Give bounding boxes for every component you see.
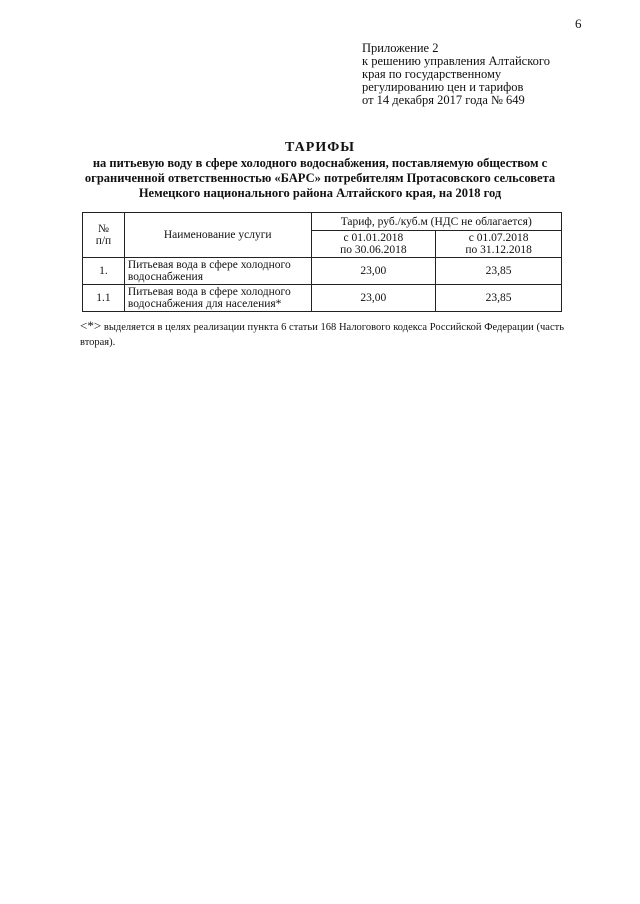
header-number-line: п/п [95,235,112,247]
row-service-name-line: водоснабжения для населения* [127,298,282,310]
table-header-row [83,213,562,231]
header-number-line: № [97,223,109,235]
header-period-2 [436,231,562,258]
row-number: 1. [83,258,125,285]
footnote-text: выделяется в целях реализации пункта 6 статьи 168 Налогового кодекса Российской Федерации (часть вторая). [80,322,564,348]
tariff-table [82,212,562,312]
title-block [0,140,640,201]
appendix-block [362,42,550,107]
row-value-period-1: 23,00 [311,285,436,312]
footnote [80,318,564,350]
footnote-mark: <*> [80,318,102,333]
document-subtitle-line: Немецкого национального района Алтайского края, на 2018 год [138,186,502,200]
page-number: 6 [575,16,582,31]
header-number [83,213,125,258]
table-row [83,285,562,312]
header-period-1 [311,231,436,258]
header-period-line: по 30.06.2018 [340,244,407,256]
appendix-line: Приложение 2 [362,41,439,55]
row-service-name-line: водоснабжения [127,271,203,283]
header-service-name: Наименование услуги [124,213,311,258]
header-period-line: по 31.12.2018 [465,244,532,256]
row-service-name-line: Питьевая вода в сфере холодного [127,259,291,271]
row-number: 1.1 [83,285,125,312]
row-service-name [124,258,311,285]
row-value-period-2: 23,85 [436,285,562,312]
row-service-name [124,285,311,312]
document-title: ТАРИФЫ [285,140,355,155]
appendix-line: края по государственному [362,67,502,81]
header-tariff: Тариф, руб./куб.м (НДС не облагается) [311,213,562,231]
header-period-line: с 01.07.2018 [468,232,529,244]
appendix-line: регулированию цен и тарифов [362,80,524,94]
document-subtitle-line: на питьевую воду в сфере холодного водоснабжения, поставляемую обществом с [92,156,548,170]
appendix-line: от 14 декабря 2017 года № 649 [362,93,525,107]
row-value-period-2: 23,85 [436,258,562,285]
header-period-line: с 01.01.2018 [343,232,404,244]
row-value-period-1: 23,00 [311,258,436,285]
appendix-line: к решению управления Алтайского [362,54,550,68]
row-service-name-line: Питьевая вода в сфере холодного [127,286,291,298]
table-row [83,258,562,285]
document-subtitle-line: ограниченной ответственностью «БАРС» потребителям Протасовского сельсовета [84,171,556,185]
